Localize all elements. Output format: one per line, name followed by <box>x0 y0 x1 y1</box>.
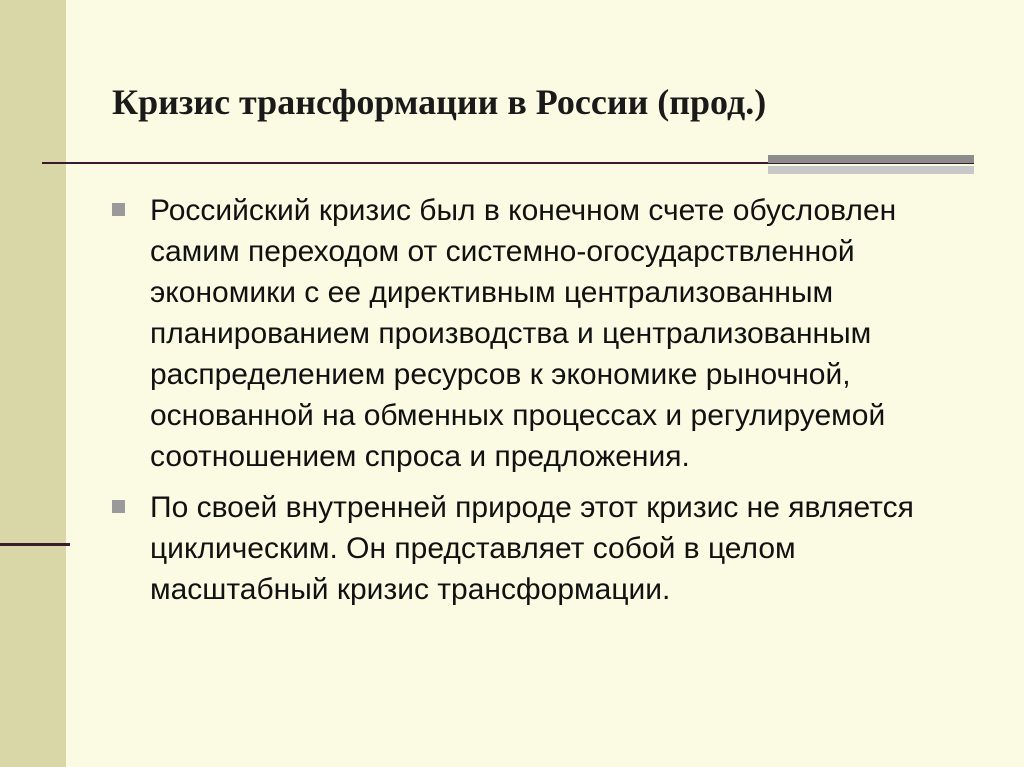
bullet-item <box>112 190 972 477</box>
title-accent-bar-dark <box>768 155 974 163</box>
square-bullet-icon <box>112 500 125 513</box>
title-accent-bar-light <box>768 166 974 174</box>
bullet-text: По своей внутренней природе этот кризис не является циклическим. Он представляет собой в целом масштабный кризис трансформации. <box>150 491 914 606</box>
square-bullet-icon <box>112 203 125 216</box>
bullet-list <box>112 190 972 620</box>
side-decor-rule <box>0 543 70 546</box>
side-decor-band <box>0 0 66 767</box>
bullet-text: Российский кризис был в конечном счете обусловлен самим переходом от системно-огосударствленной экономики с ее директивным централизованным планированием производства и централизованным распределением ресурсов к экономике рыночной, основанной на обменных процессах и регулируемой соотношением спроса и предложения. <box>150 194 897 473</box>
bullet-item <box>112 487 972 610</box>
slide-title: Кризис трансформации в России (прод.) <box>112 82 767 122</box>
